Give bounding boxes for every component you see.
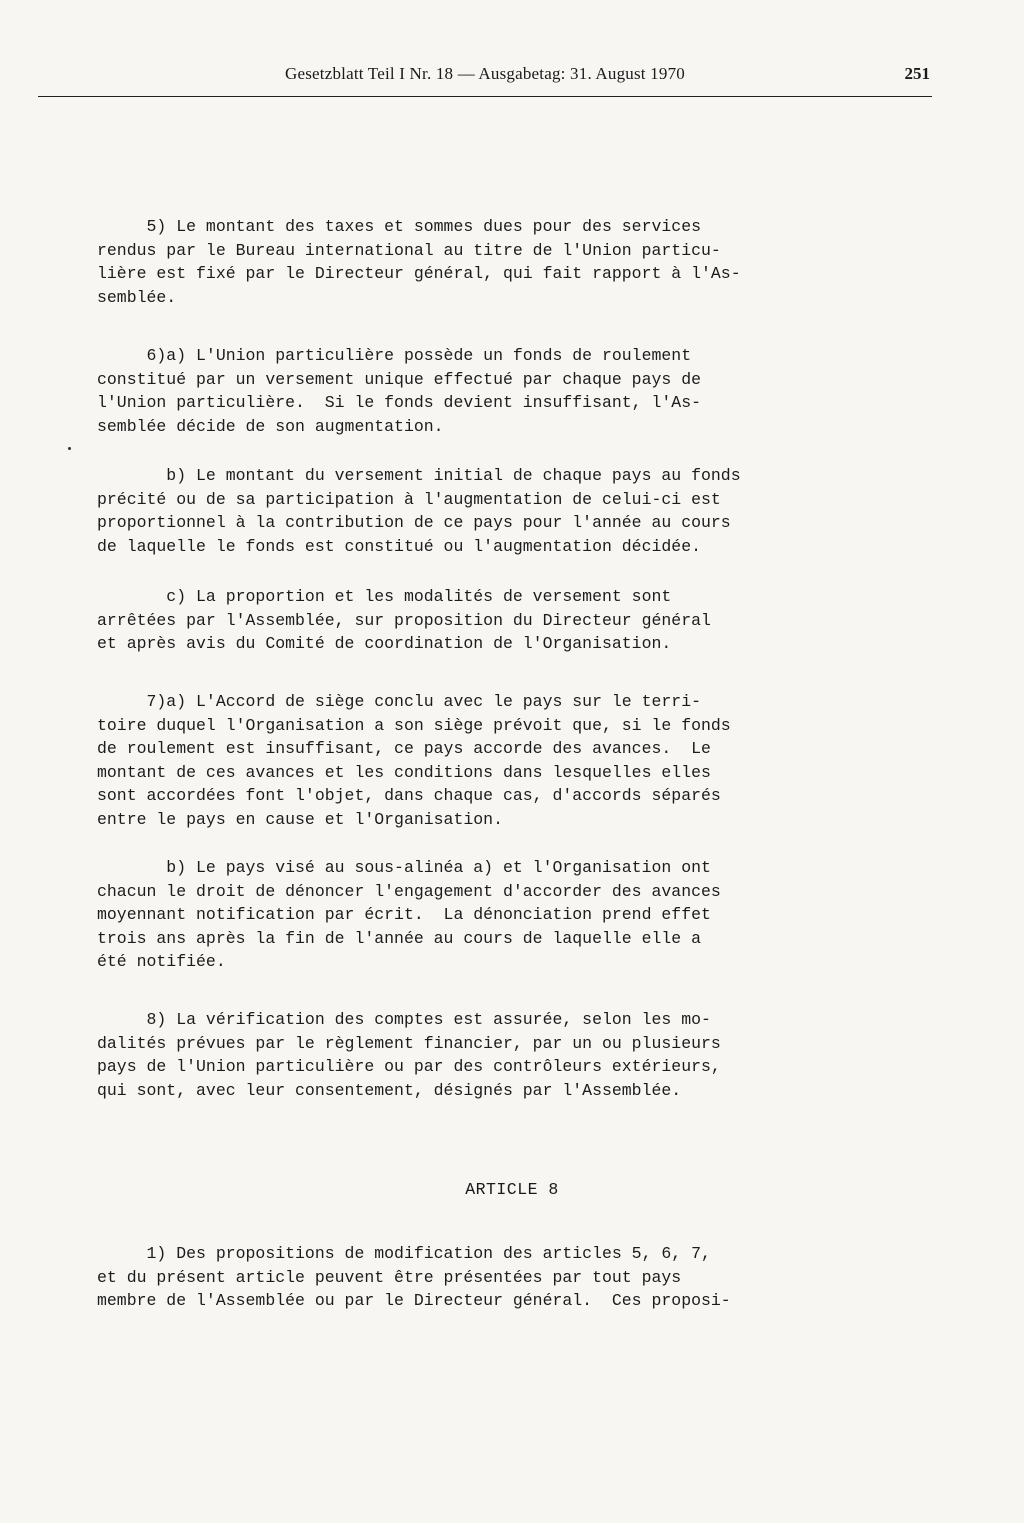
- text-line: sont accordées font l'objet, dans chaque cas, d'accords séparés: [97, 786, 721, 805]
- paragraph-8: [97, 1008, 847, 1102]
- text-line: 6)a) L'Union particulière possède un fonds de roulement: [97, 346, 692, 365]
- text-line: moyennant notification par écrit. La dénonciation prend effet: [97, 905, 711, 924]
- text-line: rendus par le Bureau international au titre de l'Union particu-: [97, 240, 721, 260]
- text-line: toire duquel l'Organisation a son siège prévoit que, si le fonds: [97, 715, 731, 735]
- text-line: semblée décide de son augmentation.: [97, 416, 444, 436]
- gazette-title: Gesetzblatt Teil I Nr. 18 — Ausgabetag: 31. August 1970: [285, 64, 685, 83]
- text-line: et du présent article peuvent être présentées par tout pays: [97, 1267, 682, 1287]
- text-line: entre le pays en cause et l'Organisation.: [97, 809, 503, 829]
- text-line: 8) La vérification des comptes est assurée, selon les mo-: [97, 1010, 711, 1029]
- text-line: proportionnel à la contribution de ce pays pour l'année au cours: [97, 513, 731, 532]
- text-line: constitué par un versement unique effectué par chaque pays de: [97, 369, 701, 389]
- text-line: pays de l'Union particulière ou par des contrôleurs extérieurs,: [97, 1057, 721, 1076]
- article-8-paragraph-1: [97, 1242, 847, 1313]
- text-line: b) Le montant du versement initial de chaque pays au fonds: [97, 466, 741, 485]
- text-line: qui sont, avec leur consentement, désignés par l'Assemblée.: [97, 1080, 682, 1100]
- text-line: trois ans après la fin de l'année au cours de laquelle elle a: [97, 928, 701, 948]
- paragraph-6c: [97, 585, 847, 656]
- margin-mark: [68, 447, 71, 450]
- text-line: de laquelle le fonds est constitué ou l'augmentation décidée.: [97, 536, 701, 556]
- page-number: 251: [904, 64, 930, 83]
- text-line: membre de l'Assemblée ou par le Directeur général. Ces proposi-: [97, 1291, 731, 1310]
- text-line: dalités prévues par le règlement financier, par un ou plusieurs: [97, 1033, 721, 1053]
- text-line: été notifiée.: [97, 952, 226, 971]
- text-line: montant de ces avances et les conditions dans lesquelles elles: [97, 762, 711, 782]
- text-line: c) La proportion et les modalités de versement sont: [97, 587, 672, 606]
- text-line: 7)a) L'Accord de siège conclu avec le pays sur le terri-: [97, 692, 701, 711]
- text-line: semblée.: [97, 287, 177, 307]
- page-header: [38, 62, 932, 97]
- paragraph-7b: [97, 856, 847, 974]
- article-heading: ARTICLE 8: [465, 1180, 559, 1199]
- text-line: arrêtées par l'Assemblée, sur proposition du Directeur général: [97, 610, 711, 630]
- paragraph-5: [97, 215, 847, 309]
- paragraph-6a: [97, 344, 847, 438]
- text-line: 1) Des propositions de modification des articles 5, 6, 7,: [97, 1244, 711, 1263]
- text-line: chacun le droit de dénoncer l'engagement d'accorder des avances: [97, 881, 721, 901]
- text-line: et après avis du Comité de coordination de l'Organisation.: [97, 634, 672, 653]
- paragraph-6b: [97, 464, 847, 558]
- text-line: b) Le pays visé au sous-alinéa a) et l'Organisation ont: [97, 858, 711, 877]
- paragraph-7a: [97, 690, 847, 831]
- text-line: l'Union particulière. Si le fonds devient insuffisant, l'As-: [97, 393, 701, 412]
- text-line: précité ou de sa participation à l'augmentation de celui-ci est: [97, 489, 721, 509]
- text-line: de roulement est insuffisant, ce pays accorde des avances. Le: [97, 739, 711, 758]
- text-line: lière est fixé par le Directeur général, qui fait rapport à l'As-: [97, 264, 741, 283]
- text-line: 5) Le montant des taxes et sommes dues pour des services: [97, 217, 701, 236]
